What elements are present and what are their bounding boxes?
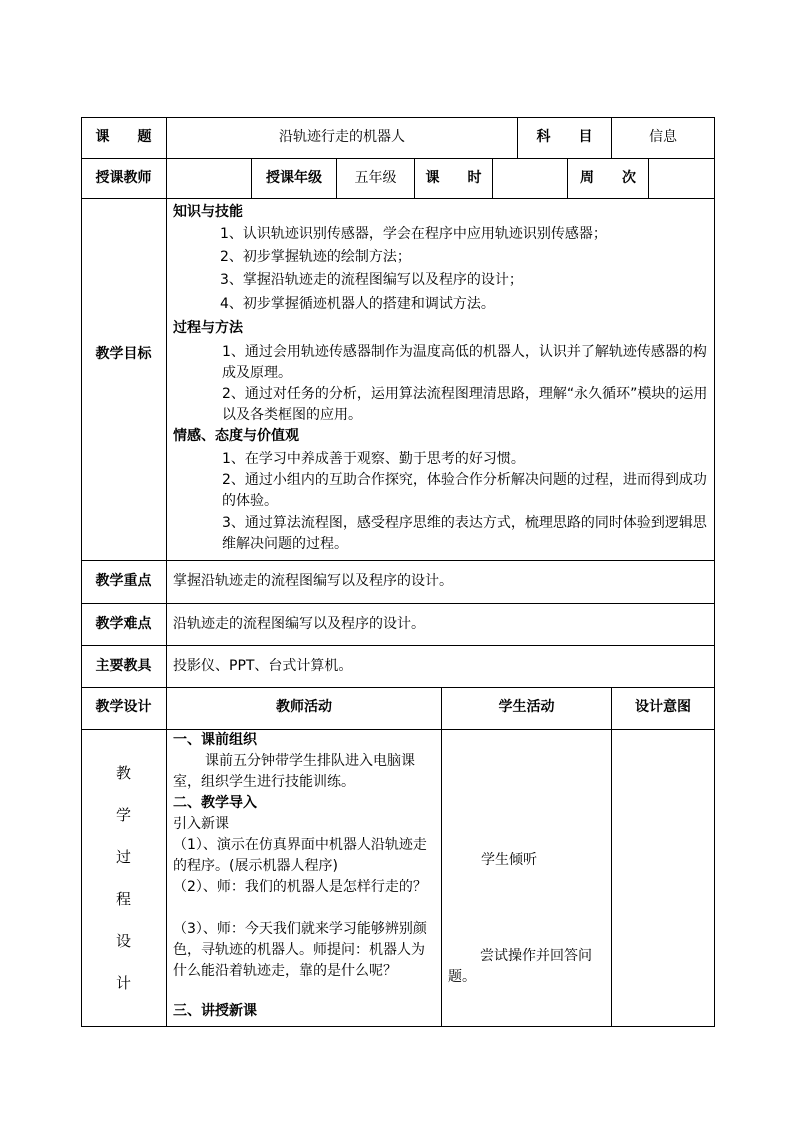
emotion-item: 1、在学习中养成善于观察、勤于思考的好习惯。 <box>222 451 525 467</box>
knowledge-item: 2、初步掌握轨迹的绘制方法； <box>220 249 411 265</box>
process-side-char: 设 <box>115 932 131 950</box>
student-activity-text: 学生倾听 <box>481 852 537 868</box>
process-item: 1、通过会用轨迹传感器制作为温度高低的机器人，认识并了解轨迹传感器的构成及原理。 <box>222 344 707 381</box>
table-border-top <box>81 117 715 118</box>
emotion-title: 情感、态度与价值观 <box>173 428 299 444</box>
row-divider <box>81 560 715 561</box>
emotion-item: 3、通过算法流程图，感受程序思维的表达方式，梳理思路的同时体验到逻辑思维解决问题的过程。 <box>222 515 707 552</box>
section-text: （2）、师：我们的机器人是怎样行走的？ <box>173 879 427 895</box>
table-border-right <box>714 117 715 1027</box>
course-title: 沿轨迹行走的机器人 <box>279 129 405 145</box>
section-text: 引入新课 <box>173 816 229 832</box>
row-divider <box>81 198 715 199</box>
knowledge-item: 4、初步掌握循迹机器人的搭建和调试方法。 <box>220 296 495 312</box>
difficulty-value: 沿轨迹走的流程图编写以及程序的设计。 <box>173 616 425 632</box>
key-point-label: 教学重点 <box>95 573 152 589</box>
knowledge-title: 知识与技能 <box>173 204 243 220</box>
row-divider <box>81 645 715 646</box>
teacher-activity-header: 教师活动 <box>276 699 332 715</box>
subject-value: 信息 <box>649 129 677 145</box>
student-activity-text: 尝试操作并回答问题。 <box>448 948 592 985</box>
row-divider <box>81 603 715 604</box>
column-divider <box>611 687 612 1027</box>
process-side-char: 过 <box>115 848 131 866</box>
design-label: 教学设计 <box>95 699 152 715</box>
grade-label: 授课年级 <box>266 170 322 186</box>
lesson-plan-table <box>81 117 715 1027</box>
column-divider <box>166 117 167 1027</box>
column-divider <box>648 158 649 198</box>
knowledge-item: 1、认识轨迹识别传感器，学会在程序中应用轨迹识别传感器； <box>220 226 607 242</box>
section-title: 三、讲授新课 <box>173 1003 257 1019</box>
objectives-label: 教学目标 <box>95 346 152 362</box>
row-divider <box>81 158 715 159</box>
emotion-item: 2、通过小组内的互助合作探究，体验合作分析解决问题的过程，进而得到成功的体验。 <box>222 472 707 509</box>
section-title: 二、教学导入 <box>173 795 257 811</box>
key-point-value: 掌握沿轨迹走的流程图编写以及程序的设计。 <box>173 573 453 589</box>
process-side-char: 程 <box>115 890 131 908</box>
course-label: 课 题 <box>95 129 152 145</box>
process-side-char: 学 <box>115 806 131 824</box>
tools-label: 主要教具 <box>95 658 152 674</box>
process-title: 过程与方法 <box>173 320 243 336</box>
subject-label: 科 目 <box>536 129 593 145</box>
column-divider <box>441 687 442 1027</box>
hours-label: 课 时 <box>425 170 482 186</box>
process-side-char: 教 <box>115 764 131 782</box>
section-text: 课前五分钟带学生排队进入电脑课室，组织学生进行技能训练。 <box>173 753 415 790</box>
week-label: 周 次 <box>580 170 636 186</box>
tools-value: 投影仪、PPT、台式计算机。 <box>173 658 353 674</box>
grade-value: 五年级 <box>354 170 397 186</box>
section-text: （1）、演示在仿真界面中机器人沿轨迹走的程序。(展示机器人程序) <box>173 837 427 874</box>
row-divider <box>81 687 715 688</box>
table-border-bottom <box>81 1026 715 1027</box>
teacher-label: 授课教师 <box>95 170 152 186</box>
column-divider <box>492 158 493 198</box>
section-title: 一、课前组织 <box>173 732 257 748</box>
knowledge-item: 3、掌握沿轨迹走的流程图编写以及程序的设计； <box>220 272 523 288</box>
process-side-char: 计 <box>115 974 131 992</box>
process-item: 2、通过对任务的分析，运用算法流程图理清思路，理解“永久循环”模块的运用以及各类框图的应用。 <box>222 386 708 423</box>
student-activity-header: 学生活动 <box>498 699 555 715</box>
section-text: （3）、师：今天我们就来学习能够辨别颜色，寻轨迹的机器人。师提问：机器人为什么能沿着轨迹走，靠的是什么呢？ <box>173 921 427 979</box>
design-intent-header: 设计意图 <box>635 699 691 715</box>
difficulty-label: 教学难点 <box>95 616 152 632</box>
